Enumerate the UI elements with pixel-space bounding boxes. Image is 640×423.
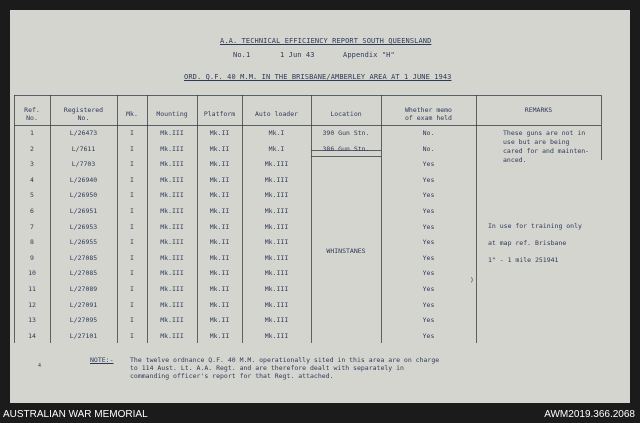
grid-line xyxy=(601,95,602,160)
table-cell-ref: 12 xyxy=(28,300,36,309)
grid-line xyxy=(14,125,601,126)
table-cell-mounting: Mk.III xyxy=(160,222,184,231)
table-cell-platform: Mk.II xyxy=(209,207,230,215)
col-header-platform: Platform xyxy=(203,110,236,118)
table-cell-reg: L/7703 xyxy=(71,160,96,169)
table-cell-platform: Mk.II xyxy=(209,253,230,262)
table-cell-mk: I xyxy=(130,207,134,215)
table-cell-memo: Yes xyxy=(422,175,435,184)
table-cell-auto: Mk.III xyxy=(264,253,289,262)
table-cell-ref: 1 xyxy=(30,129,34,137)
table-cell-location: 386 Gun Stn. xyxy=(322,144,370,153)
table-cell-mk: I xyxy=(130,331,134,340)
col-header-remarks: REMARKS xyxy=(524,106,553,114)
table-cell-memo: Yes xyxy=(422,285,435,293)
table-cell-mounting: Mk.III xyxy=(160,331,184,340)
table-cell-auto: Mk.III xyxy=(264,285,289,293)
table-cell-mk: I xyxy=(130,316,134,325)
table-cell-ref: 10 xyxy=(28,269,36,278)
table-cell-location: 390 Gun Stn. xyxy=(322,129,370,137)
table-cell-platform: Mk.II xyxy=(209,316,230,325)
table-cell-platform: Mk.II xyxy=(209,222,230,231)
remarks-training: In use for training only xyxy=(488,222,582,230)
table-cell-auto: Mk.III xyxy=(264,269,289,278)
table-cell-ref: 3 xyxy=(30,160,34,169)
table-cell-mk: I xyxy=(130,144,134,153)
table-cell-mounting: Mk.III xyxy=(160,129,184,137)
col-header-location: Location xyxy=(330,110,362,118)
footer-source: AUSTRALIAN WAR MEMORIAL xyxy=(3,409,148,420)
table-cell-ref: 4 xyxy=(30,175,34,184)
table-cell-mk: I xyxy=(130,191,134,200)
table-cell-mounting: Mk.III xyxy=(160,316,184,325)
table-cell-ref: 9 xyxy=(30,253,34,262)
table-cell-platform: Mk.II xyxy=(209,129,230,137)
col-header-mk: Mk. xyxy=(126,110,138,118)
table-cell-mk: I xyxy=(130,238,134,247)
table-cell-ref: 13 xyxy=(28,316,36,325)
table-cell-reg: L/26950 xyxy=(69,191,98,200)
table-cell-memo: No. xyxy=(422,129,435,137)
table-cell-platform: Mk.II xyxy=(209,238,230,247)
location-group-label: WHINSTANES xyxy=(326,247,366,255)
table-cell-mk: I xyxy=(130,300,134,309)
table-cell-reg: L/26951 xyxy=(69,207,98,215)
table-cell-mounting: Mk.III xyxy=(160,300,184,309)
grid-line xyxy=(14,95,601,96)
table-cell-auto: Mk.III xyxy=(264,191,289,200)
table-cell-reg: L/27091 xyxy=(69,300,98,309)
remarks-map-ref: at map ref. Brisbane xyxy=(488,239,567,247)
table-cell-memo: Yes xyxy=(422,253,435,262)
table-cell-ref: 11 xyxy=(28,285,36,293)
table-cell-platform: Mk.II xyxy=(209,160,230,169)
table-cell-mounting: Mk.III xyxy=(160,253,184,262)
table-cell-mk: I xyxy=(130,285,134,293)
table-cell-reg: L/27085 xyxy=(69,253,98,262)
table-cell-memo: Yes xyxy=(422,191,435,200)
table-cell-auto: Mk.III xyxy=(264,316,289,325)
table-cell-platform: Mk.II xyxy=(209,300,230,309)
table-title: ORD. Q.F. 40 M.M. IN THE BRISBANE/AMBERLEY AREA AT 1 JUNE 1943 xyxy=(184,73,452,81)
remarks-scale: 1" - 1 mile 251941 xyxy=(488,256,559,264)
table-cell-mk: I xyxy=(130,175,134,184)
table-cell-mounting: Mk.III xyxy=(160,144,184,153)
table-cell-mk: I xyxy=(130,269,134,278)
footer-reference: AWM2019.366.2068 xyxy=(544,409,635,420)
grid-line xyxy=(311,156,381,157)
table-cell-ref: 5 xyxy=(30,191,34,200)
table-cell-ref: 14 xyxy=(28,331,36,340)
table-cell-auto: Mk.III xyxy=(264,222,289,231)
table-cell-reg: L/26953 xyxy=(69,222,98,231)
table-cell-memo: Yes xyxy=(422,222,435,231)
table-cell-ref: 8 xyxy=(30,238,34,247)
table-cell-memo: Yes xyxy=(422,300,435,309)
table-cell-mounting: Mk.III xyxy=(160,160,184,169)
table-cell-mk: I xyxy=(130,253,134,262)
table-cell-reg: L/26955 xyxy=(69,238,98,247)
table-cell-auto: Mk.III xyxy=(264,238,289,247)
table-cell-auto: Mk.III xyxy=(264,207,289,215)
table-cell-mk: I xyxy=(130,129,134,137)
table-cell-ref: 7 xyxy=(30,222,34,231)
table-cell-auto: Mk.I xyxy=(268,144,285,153)
stray-mark: 4 xyxy=(38,363,42,369)
col-header-ref: Ref. No. xyxy=(24,106,40,122)
report-date: 1 Jun 43 xyxy=(280,51,315,59)
table-cell-platform: Mk.II xyxy=(209,191,230,200)
table-cell-mounting: Mk.III xyxy=(160,175,184,184)
table-cell-ref: 2 xyxy=(30,144,34,153)
table-cell-mounting: Mk.III xyxy=(160,285,184,293)
appendix-label: Appendix "H" xyxy=(343,51,395,59)
col-header-registered: Registered No. xyxy=(63,106,104,122)
table-cell-memo: Yes xyxy=(422,331,435,340)
table-cell-reg: L/27085 xyxy=(69,269,98,278)
note-label: NOTE:- xyxy=(90,356,114,364)
grid-line xyxy=(476,95,477,343)
remarks-not-in-use: These guns are not in use but are being cared for and mainten- anced. xyxy=(503,129,590,164)
table-cell-reg: L/27095 xyxy=(69,316,98,325)
col-header-autoloader: Auto loader xyxy=(254,110,299,118)
table-cell-memo: Yes xyxy=(422,238,435,247)
table-cell-memo: Yes xyxy=(422,269,435,278)
table-cell-platform: Mk.II xyxy=(209,285,230,293)
report-title: A.A. TECHNICAL EFFICIENCY REPORT SOUTH QUEENSLAND xyxy=(220,37,432,45)
table-cell-platform: Mk.II xyxy=(209,269,230,278)
table-cell-mk: I xyxy=(130,222,134,231)
table-cell-mk: I xyxy=(130,160,134,169)
table-cell-reg: L/26473 xyxy=(69,129,98,137)
table-cell-reg: L/27089 xyxy=(69,285,98,293)
table-cell-mounting: Mk.III xyxy=(160,269,184,278)
table-cell-platform: Mk.II xyxy=(209,175,230,184)
table-cell-reg: L/26940 xyxy=(69,175,98,184)
col-header-memo: Whether memo of exam held xyxy=(405,106,452,122)
table-cell-memo: Yes xyxy=(422,160,435,169)
table-cell-auto: Mk.III xyxy=(264,331,289,340)
table-cell-auto: Mk.III xyxy=(264,175,289,184)
table-cell-reg: L/7611 xyxy=(71,144,96,153)
table-cell-reg: L/27101 xyxy=(69,331,98,340)
table-cell-memo: Yes xyxy=(422,207,435,215)
table-cell-platform: Mk.II xyxy=(209,144,230,153)
table-cell-ref: 6 xyxy=(30,207,34,215)
col-header-mounting: Mounting xyxy=(156,110,188,118)
table-cell-mounting: Mk.III xyxy=(160,238,184,247)
table-cell-mounting: Mk.III xyxy=(160,191,184,200)
table-cell-memo: Yes xyxy=(422,316,435,325)
table-cell-platform: Mk.II xyxy=(209,331,230,340)
table-cell-memo: No. xyxy=(422,144,435,153)
table-cell-auto: Mk.III xyxy=(264,160,289,169)
table-cell-auto: Mk.III xyxy=(264,300,289,309)
document-page: A.A. TECHNICAL EFFICIENCY REPORT SOUTH QUEENSLAND No.1 1 Jun 43 Appendix "H" ORD. Q.F. 40 M.M. IN THE BRISBANE/AMBERLEY AREA AT 1 JUNE 1943 Ref. No. Registered No. Mk. Mounting Platform Auto loader Location Whether memo of exam held REMARKS 1 L/26473 I Mk.III Mk.II Mk.I 390 Gun Stn. No. 2 L/7611 I Mk.III Mk.II Mk.I 386 Gun Stn. No. 3 L/7703 I Mk.III Mk.II Mk.III Yes 4 L/26940 I Mk.III Mk.II Mk.III Yes 5 L/26950 I Mk.III Mk.II Mk.III Yes 6 L/26951 I Mk.III Mk.II Mk.III Yes 7 L/26953 I Mk.III Mk.II Mk.III Yes 8 L/26955 I Mk.III Mk.II Mk.III Yes 9 L/27085 I Mk.III Mk.II Mk.III Yes 10 L/27085 I Mk.III Mk.II Mk.III Yes 11 L/27089 I Mk.III Mk.II Mk.III Yes 12 L/27091 I Mk.III Mk.II Mk.III Yes 13 L/27095 I Mk.III Mk.II Mk.III Yes 14 L/27101 I Mk.III Mk.II Mk.III Yes WHINSTANES These guns are not in use but are being cared for and mainten- anced. In use for training only at map ref. Brisbane 1" - 1 mile 251941 ) NOTE:- The twelve ordnance Q.F. 40 M.M. operationally sited in this area are on charge to 114 Aust. Lt. A.A. Regt. and are therefore dealt with separately in commanding officer's report for that Regt. attached. 4 xyxy=(10,10,630,403)
table-cell-mounting: Mk.III xyxy=(160,207,184,215)
note-text: The twelve ordnance Q.F. 40 M.M. operationally sited in this area are on charge to 114 Aust. Lt. A.A. Regt. and are therefore dealt with separately in commanding officer's report for that Regt. attached. xyxy=(130,356,440,380)
table-cell-auto: Mk.I xyxy=(268,129,285,137)
report-number: No.1 xyxy=(233,51,251,59)
